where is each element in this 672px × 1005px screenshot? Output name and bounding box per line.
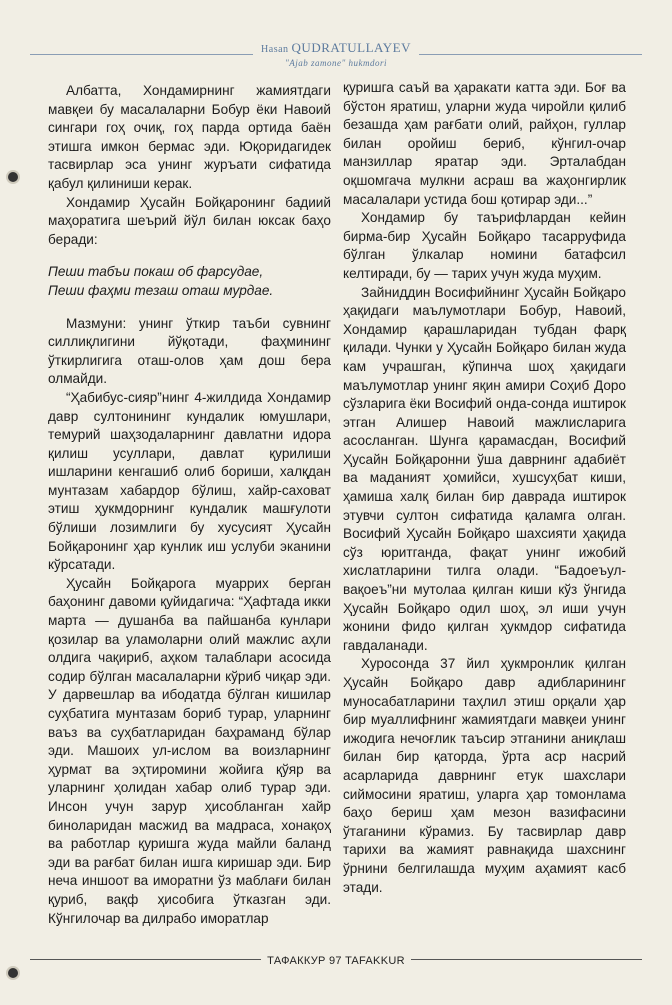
binder-hole-icon	[8, 172, 18, 182]
right-column	[343, 79, 626, 897]
header-author	[253, 40, 419, 68]
left-column	[48, 82, 331, 928]
paragraph: Зайниддин Восифийнинг Ҳусайн Бойқаро ҳақидаги маълумотлари Бобур, Навоий, Хондамир қарашларидан тубдан фарқ қилади. Чунки у Ҳусайн Бойқаро билан жуда кам учрашган, кўпинча шоҳ ҳақидаги маълумотлар унинг яқин амири Соҳиб Доро сўзларига ёки Восифий онда-сонда иштирок этган Алишер Навоий мажлисларига асосланган. Шунга қарамасдан, Восифий Ҳусайн Бойқаронни ўша даврнинг адабиёт ва маданият ҳомийси, хушсуҳбат киши, ҳамиша халқ билан бир даврада иштирок этувчи султон сифатида қаламга олган. Восифий Ҳусайн Бойқаро шахсияти ҳақида сўз юритганда, фақат унинг ижобий хислатларини тилга олади. “Бадоеъул-вақоеъ”ни мутолаа қилган киши кўз ўнгида Ҳусайн Бойқаро одил шоҳ, эл иши учун жонини фидо қилган ҳукмдор сифатида гавдаланади.	[343, 284, 626, 653]
verse-line: Пеши фаҳми тезаш оташ мурдае.	[48, 282, 274, 298]
paragraph: Албатта, Хондамирнинг жамиятдаги мавқеи бу масалаларни Бобур ёки Навоий сингари гоҳ очиқ, гоҳ парда ортида баён этишга имкон бермас эди. Юқоридагидек тасвирлар эса унинг журъати сифатида қабул қилиниши керак.	[48, 83, 331, 191]
footer-text: ТАФАККУР 97 TAFAKKUR	[261, 955, 411, 967]
author-first-name: Hasan	[261, 44, 289, 55]
paragraph: Хуросонда 37 йил ҳукмронлик қилган Ҳусайн Бойқаро давр адибларининг муносабатларини таҳлил этиш орқали ҳар бир муаллифнинг жамиятдаги мавқеи унинг ижодига нечоғлик таъсир этганини аниқлаш билан бир қаторда, ўрта аср насрий асарларида даврнинг етук шахслари сиймосини яратиш, уларга ҳар томонлама баҳо бериш ҳам мезон вазифасини ўтаганини кўрамиз. Бу тасвирлар давр тарихи ва жамият равнақида шахснинг ўрнини белгилашда муҳим аҳамият касб этади.	[343, 656, 626, 895]
paragraph: Хондамир бу таърифлардан кейин бирма-бир Ҳусайн Бойқаро тасарруфида бўлган ўлкалар номини батафсил келтиради, бу — тарих учун жуда муҳим.	[343, 210, 626, 281]
paragraph: “Ҳабибус-сияр”нинг 4-жилдида Хондамир давр султонининг кундалик юмушлари, темурий шаҳзодаларнинг давлатни идора қилиш усуллари, давлат қурилиши ишларини кенгашиб олиб бориши, халқдан мунтазам хабардор бўлиш, хайр-саховат этиш ҳукмдорнинг кундалик машғулоти бўлиши лозимлиги бу хусусият Ҳусайн Бойқаронинг ҳар кунлик иш услуби эканини кўрсатади.	[48, 389, 331, 573]
binder-hole-icon	[8, 968, 18, 978]
paragraph: Мазмуни: унинг ўткир таъби сувнинг силлиқлигини йўқотади, фаҳмининг ўткирлигига оташ-олов ҳам дош бера олмайди.	[48, 315, 331, 387]
header-subtitle: "Ajab zamone" hukmdori	[284, 58, 388, 68]
verse-line: Пеши табъи покаш об фарсудае,	[48, 264, 264, 280]
page-footer	[30, 951, 642, 967]
running-header	[0, 40, 672, 71]
verse-quote	[48, 263, 331, 300]
paragraph: қуришга саъй ва ҳаракати катта эди. Боғ ва бўстон яратиш, уларни жуда чиройли қилиб безашда ҳам рағбати олий, райҳон, гуллар билан оройиш бериб, кўнгил-очар манзиллар яратар эди. Эрталабдан оқшомгача мулкни асраш ва жаҳонгирлик масалалари устида бош қотирар эди...”	[343, 80, 626, 207]
paragraph: Хондамир Ҳусайн Бойқаронинг бадиий маҳоратига шеърий йўл билан юксак баҳо беради:	[48, 194, 331, 247]
paragraph: Ҳусайн Бойқарога муаррих берган баҳонинг давоми қуйидагича: “Ҳафтада икки марта — душанба ва пайшанба кунлари қозилар ва уламоларни олий мажлис аҳли олдига чақириб, аҳком талаблари асосида содир бўлган масалаларни кўриб чиқар эди. У дарвешлар ва ибодатда бўлган кишилар суҳбатига мунтазам бориб турар, уларнинг ваъз ва суҳбатларидан баҳраманд бўлар эди. Машоих ул-ислом ва воизларнинг ҳурмат ва эҳтиромини жойига қўяр ва уларнинг ҳолидан хабар олиб турар эди. Инсон учун зарур ҳисобланган хайр биноларидан масжид ва мадраса, хонақоҳ ва работлар қуришга жуда майли баланд эди ва рағбат билан ишга киришар эди. Бир неча иншоот ва иморатни ўз маблағи билан қуриб, вақф ҳисобига ўтказган эди. Кўнгилочар ва дилрабо иморатлар	[48, 575, 331, 926]
author-last-name: QUDRATULLAYEV	[291, 40, 411, 55]
